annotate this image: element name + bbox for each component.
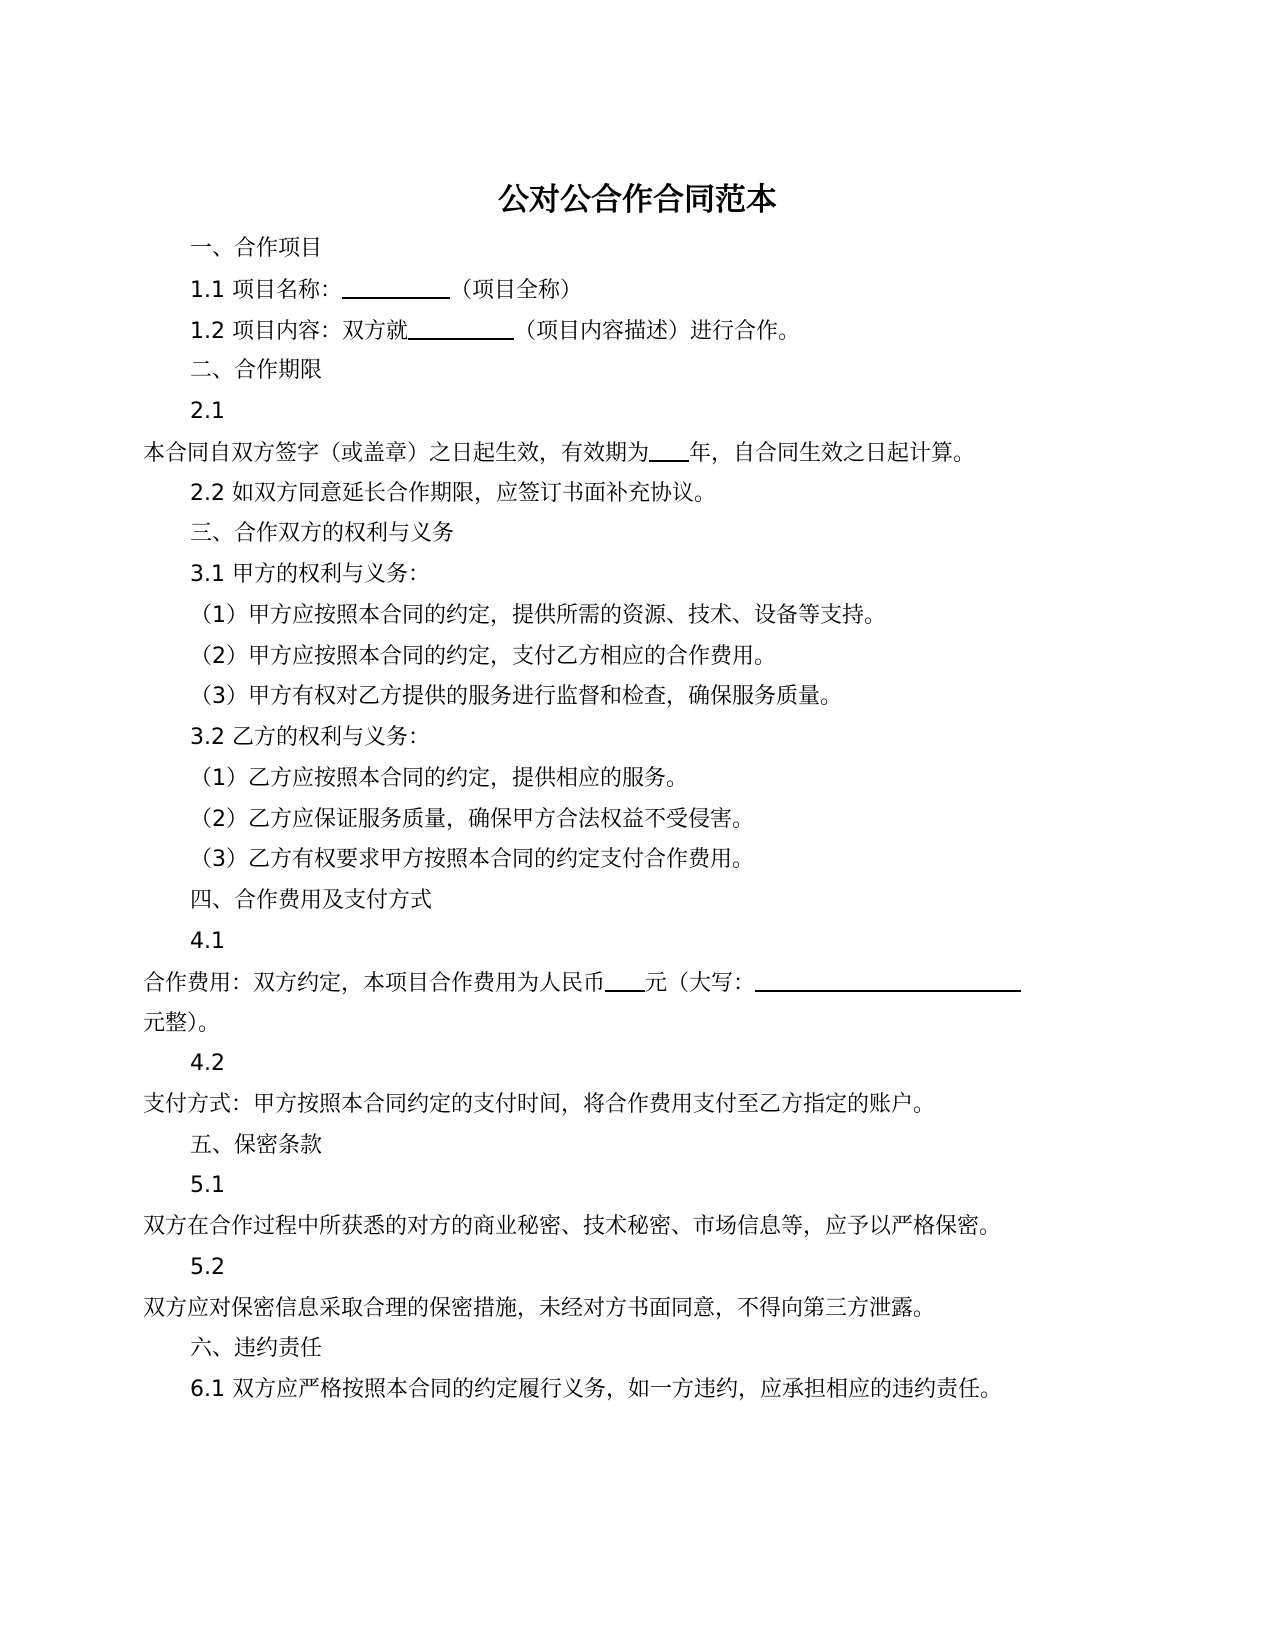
clause-3-1: 3.1 甲方的权利与义务：: [190, 562, 430, 587]
project-name-blank[interactable]: [342, 275, 450, 299]
clause-1-1-prefix: 1.1 项目名称：: [190, 278, 342, 303]
clause-4-1-end: 元整）。: [143, 1011, 221, 1036]
clause-2-1-text: [143, 438, 975, 469]
clause-2-1-prefix: 本合同自双方签字（或盖章）之日起生效，有效期为: [143, 441, 650, 466]
clause-3-1-item: （2）甲方应按照本合同的约定，支付乙方相应的合作费用。: [190, 644, 776, 669]
clause-5-2-number: 5.2: [190, 1255, 225, 1280]
clause-3-2: 3.2 乙方的权利与义务：: [190, 725, 430, 750]
clause-4-1-mid: 元（大写：: [645, 971, 756, 996]
section-heading-5: 五、保密条款: [190, 1133, 323, 1158]
clause-3-2-item: （3）乙方有权要求甲方按照本合同的约定支付合作费用。: [190, 847, 754, 872]
section-heading-1: 一、合作项目: [190, 236, 323, 261]
section-heading-3: 三、合作双方的权利与义务: [190, 521, 455, 546]
clause-2-1-suffix: 年，自合同生效之日起计算。: [689, 441, 976, 466]
clause-6-1: 6.1 双方应严格按照本合同的约定履行义务，如一方违约，应承担相应的违约责任。: [190, 1377, 1002, 1402]
clause-1-2-prefix: 1.2 项目内容：双方就: [190, 319, 408, 344]
clause-4-1-number: 4.1: [190, 929, 225, 954]
clause-5-1-text: 双方在合作过程中所获悉的对方的商业秘密、技术秘密、市场信息等，应予以严格保密。: [143, 1214, 1002, 1239]
clause-4-2-text: 支付方式：甲方按照本合同约定的支付时间，将合作费用支付至乙方指定的账户。: [143, 1092, 936, 1117]
section-heading-2: 二、合作期限: [190, 358, 323, 383]
clause-2-1-number: 2.1: [190, 399, 225, 424]
project-content-blank[interactable]: [408, 316, 514, 340]
validity-years-blank[interactable]: [649, 438, 689, 462]
clause-3-2-item: （2）乙方应保证服务质量，确保甲方合法权益不受侵害。: [190, 807, 754, 832]
clause-3-1-item: （3）甲方有权对乙方提供的服务进行监督和检查，确保服务质量。: [190, 684, 842, 709]
clause-1-1: [190, 275, 582, 306]
clause-4-1-text: [143, 968, 1021, 999]
document-title: 公对公合作合同范本: [498, 182, 777, 218]
clause-4-2-number: 4.2: [190, 1051, 225, 1076]
clause-5-1-number: 5.1: [190, 1173, 225, 1198]
clause-4-1-prefix: 合作费用：双方约定，本项目合作费用为人民币: [143, 971, 606, 996]
clause-1-2-suffix: （项目内容描述）进行合作。: [513, 319, 800, 344]
clause-1-2: [190, 316, 800, 347]
section-heading-6: 六、违约责任: [190, 1336, 323, 1361]
clause-3-1-item: （1）甲方应按照本合同的约定，提供所需的资源、技术、设备等支持。: [190, 603, 886, 628]
clause-5-2-text: 双方应对保密信息采取合理的保密措施，未经对方书面同意，不得向第三方泄露。: [143, 1296, 936, 1321]
clause-1-1-suffix: （项目全称）: [449, 278, 582, 303]
fee-amount-blank[interactable]: [605, 968, 645, 992]
section-heading-4: 四、合作费用及支付方式: [190, 888, 433, 913]
fee-amount-words-blank[interactable]: [755, 968, 1021, 992]
clause-3-2-item: （1）乙方应按照本合同的约定，提供相应的服务。: [190, 766, 688, 791]
clause-2-2: 2.2 如双方同意延长合作期限，应签订书面补充协议。: [190, 481, 716, 506]
